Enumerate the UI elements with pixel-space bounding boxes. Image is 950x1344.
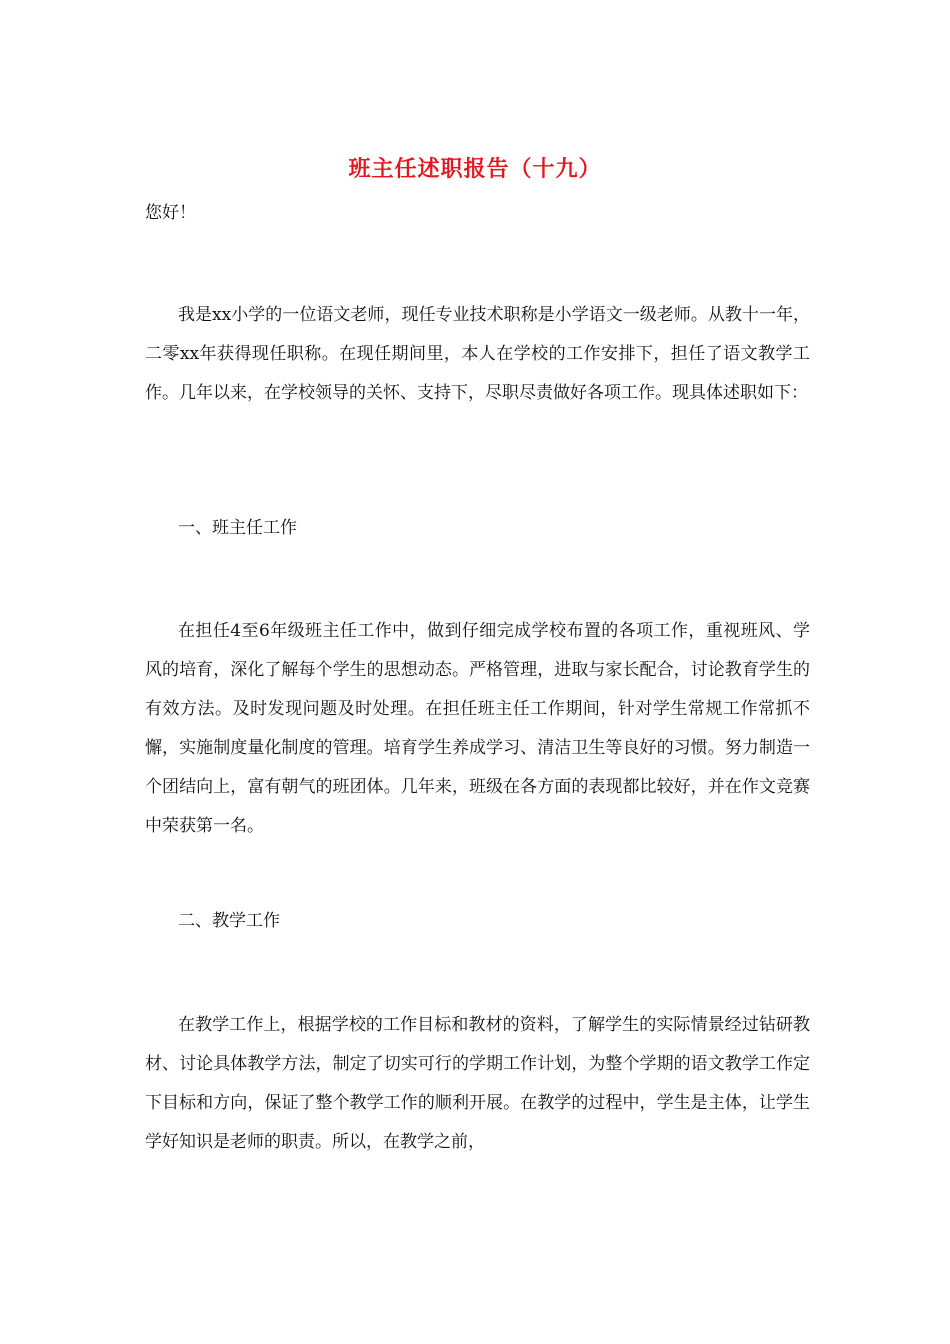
section-paragraph-teaching-work: 在教学工作上，根据学校的工作目标和教材的资料，了解学生的实际情景经过钻研教材、讨论具体教学方法，制定了切实可行的学期工作计划，为整个学期的语文教学工作定下目标和方向，保证了整个教学工作的顺利开展。在教学的过程中，学生是主体，让学生学好知识是老师的职责。所以，在教学之前， xyxy=(145,1015,810,1152)
section-heading-teaching-work: 二、教学工作 xyxy=(178,911,280,931)
section-heading-class-teacher-work: 一、班主任工作 xyxy=(178,518,297,538)
document-title: 班主任述职报告（十九） xyxy=(348,156,602,182)
intro-paragraph: 我是xx小学的一位语文老师，现任专业技术职称是小学语文一级老师。从教十一年，二零xx年获得现任职称。在现任期间里，本人在学校的工作安排下，担任了语文教学工作。几年以来，在学校领导的关怀、支持下，尽职尽责做好各项工作。现具体述职如下： xyxy=(145,305,810,403)
section-paragraph-class-teacher-work: 在担任4至6年级班主任工作中，做到仔细完成学校布置的各项工作，重视班风、学风的培育，深化了解每个学生的思想动态。严格管理，进取与家长配合，讨论教育学生的有效方法。及时发现问题及时处理。在担任班主任工作期间，针对学生常规工作常抓不懈，实施制度量化制度的管理。培育学生养成学习、清洁卫生等良好的习惯。努力制造一个团结向上，富有朝气的班团体。几年来，班级在各方面的表现都比较好，并在作文竞赛中荣获第一名。 xyxy=(145,621,810,836)
greeting: 您好！ xyxy=(145,203,196,223)
